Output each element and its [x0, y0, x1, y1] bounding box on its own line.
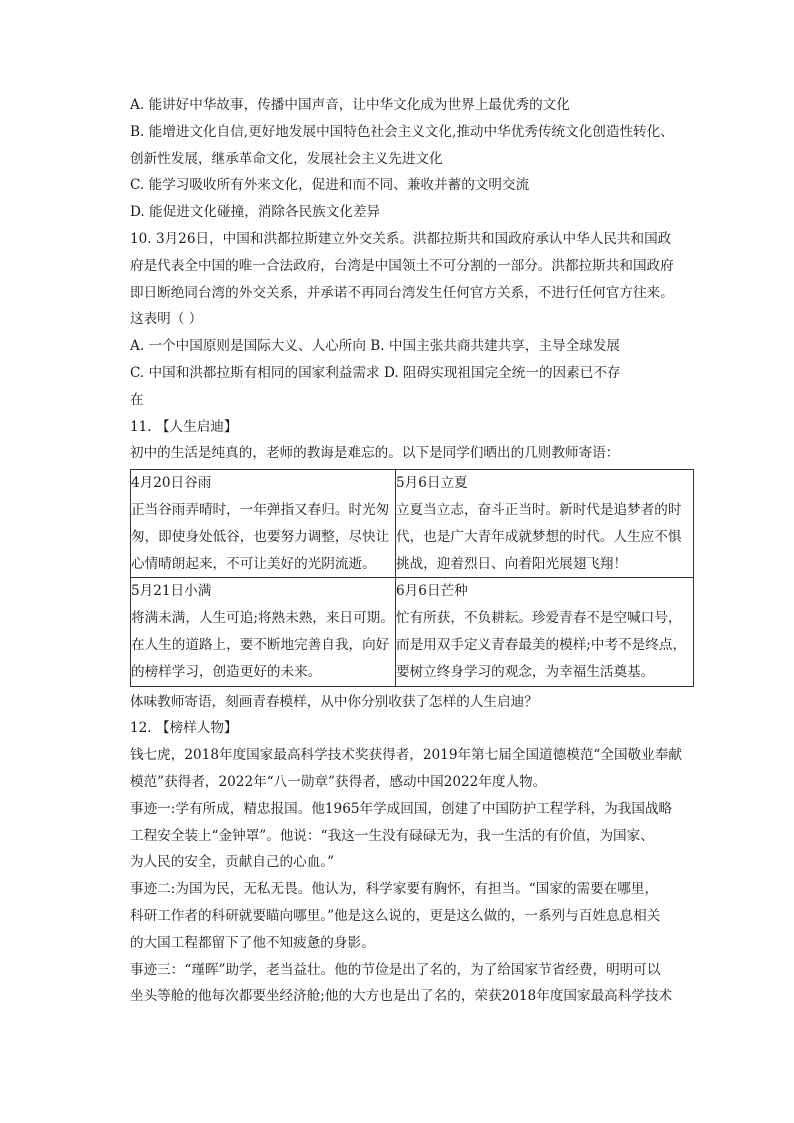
q12-text-line: 事迹三：“瑾晖”助学，老当益壮。他的节俭是出了名的，为了给国家节省经费，明明可以: [130, 961, 661, 978]
q12-text-line: 坐头等舱的他每次都要坐经济舱;他的大方也是出了名的，荣获2018年度国家最高科学技术: [130, 988, 673, 1005]
table-cell-start-of-summer: [396, 470, 694, 578]
cell-text: 心情晴朗起来，不可让美好的光阴流逝。: [131, 555, 376, 572]
q10-stem-line4: 这表明（ ）: [130, 311, 203, 328]
q9-option-b-line2: 创新性发展，继承革命文化，发展社会主义先进文化: [130, 150, 443, 167]
q11-heading: 11. 【人生启迪】: [130, 418, 238, 435]
table-cell-grain-in-ear: [396, 578, 694, 686]
document-content: [130, 92, 690, 1010]
q11-intro: 初中的生活是纯真的，老师的教诲是难忘的。以下是同学们晒出的几则教师寄语：: [130, 445, 620, 462]
cell-text: 代，也是广大青年成就梦想的时代。人生应不惧: [396, 528, 682, 545]
q10-stem-line1: 10. 3月26日，中国和洪都拉斯建立外交关系。洪都拉斯共和国政府承认中华人民共和国政: [130, 230, 672, 247]
cell-title: 6月6日芒种: [396, 583, 468, 600]
cell-title: 5月21日小满: [131, 583, 212, 600]
cell-text: 在人生的道路上，要不断地完善自我，向好: [131, 636, 390, 653]
q9-option-d: D. 能促进文化碰撞，消除各民族文化差异: [130, 204, 381, 221]
cell-text: 的榜样学习，创造更好的未来。: [131, 663, 322, 680]
q12-text-line: 事迹一:学有所成，精忠报国。他1965年学成回国，创建了中国防护工程学科，为我国战略: [130, 800, 673, 817]
cell-text: 而是用双手定义青春最美的模样;中考不是终点，: [396, 636, 687, 653]
teacher-sayings-table: [130, 469, 694, 686]
q12-text-line: 模范”获得者，2022年“八一勋章”获得者，感动中国2022年度人物。: [130, 773, 547, 790]
q11-question: 体味教师寄语，刻画青春模样，从中你分别收获了怎样的人生启迪？: [130, 693, 538, 710]
q10-options-cd: C. 中国和洪都拉斯有相同的国家利益需求 D. 阻碍实现祖国完全统一的因素已不存: [130, 364, 621, 381]
q12-text-line: 钱七虎，2018年度国家最高科学技术奖获得者，2019年第七届全国道德模范“全国敬业奉献: [130, 747, 682, 764]
cell-text: 匆，即使身处低谷，也要努力调整，尽快让: [131, 528, 390, 545]
cell-text: 要树立终身学习的观念，为幸福生活奠基。: [396, 663, 655, 680]
q10-options-ab: A. 一个中国原则是国际大义、人心所向 B. 中国主张共商共建共享，主导全球发展: [130, 338, 621, 355]
q10-options-cd-continued: 在: [130, 391, 144, 408]
q12-text-line: 事迹二:为国为民，无私无畏。他认为，科学家要有胸怀，有担当。“国家的需要在哪里，: [130, 881, 659, 898]
cell-text: 忙有所获，不负耕耘。珍爱青春不是空喊口号，: [396, 610, 682, 627]
table-row: [131, 470, 694, 578]
q12-text-line: 的大国工程都留下了他不知疲惫的身影。: [130, 934, 375, 951]
q12-text-line: 工程安全装上“金钟罩”。他说：“我这一生没有碌碌无为，我一生活的有价值，为国家、: [130, 827, 654, 844]
q9-option-a: A. 能讲好中华故事，传播中国声音，让中华文化成为世界上最优秀的文化: [130, 97, 570, 113]
q12-text-line: 为人民的安全，贡献自己的心血。”: [130, 854, 335, 871]
table-cell-grain-rain: [131, 470, 396, 578]
cell-title: 4月20日谷雨: [131, 475, 212, 492]
q10-stem-line3: 即日断绝同台湾的外交关系，并承诺不再同台湾发生任何官方关系，不进行任何官方往来。: [130, 284, 674, 301]
cell-title: 5月6日立夏: [396, 475, 468, 492]
q9-option-c: C. 能学习吸收所有外来文化，促进和而不同、兼收并蓄的文明交流: [130, 177, 530, 194]
q12-text-line: 科研工作者的科研就要瞄向哪里。”他是这么说的，更是这么做的，一系列与百姓息息相关: [130, 907, 661, 924]
q10-stem-line2: 府是代表全中国的唯一合法政府，台湾是中国领土不可分割的一部分。洪都拉斯共和国政府: [130, 257, 674, 274]
cell-text: 立夏当立志，奋斗正当时。新时代是追梦者的时: [396, 501, 682, 518]
cell-text: 挑战，迎着烈日、向着阳光展翅飞翔！: [396, 555, 628, 572]
table-row: [131, 578, 694, 686]
q9-option-b-line1: B. 能增进文化自信,更好地发展中国特色社会主义文化,推动中华优秀传统文化创造性转化、: [130, 123, 674, 140]
cell-text: 将满未满，人生可追;将熟未熟，来日可期。: [131, 610, 394, 627]
cell-text: 正当谷雨弄晴时，一年弹指又春归。时光匆: [131, 501, 390, 518]
table-cell-grain-buds: [131, 578, 396, 686]
q12-heading: 12. 【榜样人物】: [130, 720, 238, 737]
